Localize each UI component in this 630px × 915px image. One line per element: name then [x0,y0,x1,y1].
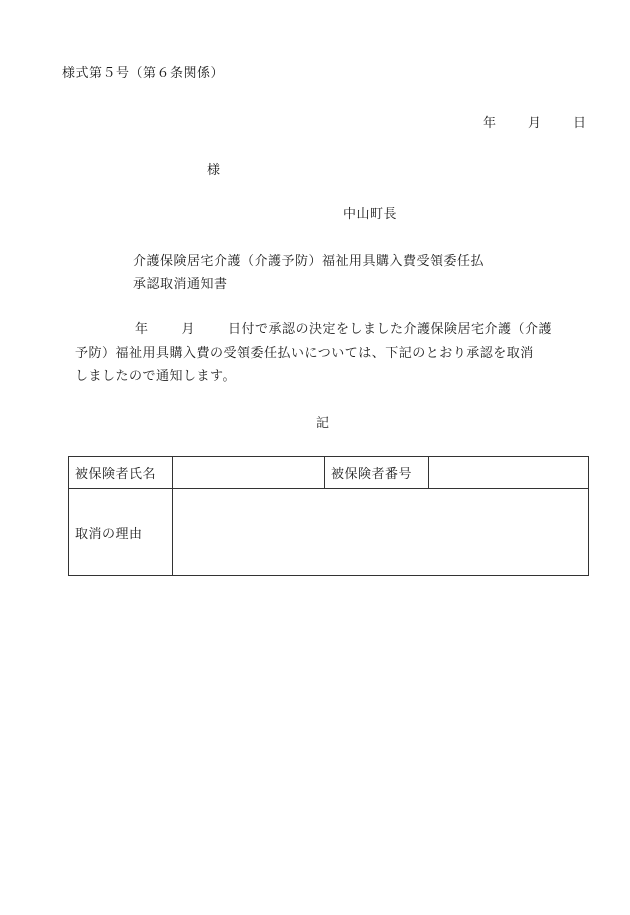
notation-ki: 記 [316,416,330,431]
details-table [68,456,589,576]
issuer-name: 中山町長 [343,207,398,222]
date-month-label: 月 [528,116,542,131]
body-line1-text: 日付で承認の決定をしました介護保険居宅介護（介護 [228,322,553,337]
document-title-line2: 承認取消通知書 [133,277,228,292]
insured-number-field[interactable] [429,457,589,489]
insured-name-label: 被保険者氏名 [69,457,173,489]
body-text-line3: しましたので通知します。 [75,369,236,384]
form-number: 様式第５号（第６条関係） [62,66,225,81]
insured-name-field[interactable] [173,457,325,489]
date-day-label: 日 [573,116,587,131]
body-month-label: 月 [181,322,196,337]
table-row [69,489,589,576]
issue-date [483,116,587,132]
body-text-line1 [135,322,552,338]
addressee-honorific: 様 [207,163,221,178]
document-title-line1: 介護保険居宅介護（介護予防）福祉用具購入費受領委任払 [133,254,485,269]
table-row [69,457,589,489]
date-year-label: 年 [483,116,497,131]
insured-number-label: 被保険者番号 [325,457,429,489]
cancellation-reason-field[interactable] [173,489,589,576]
body-text-line2: 予防）福祉用具購入費の受領委任払いについては、下記のとおり承認を取消 [75,346,534,361]
body-year-label: 年 [135,322,149,337]
cancellation-reason-label: 取消の理由 [69,489,173,576]
